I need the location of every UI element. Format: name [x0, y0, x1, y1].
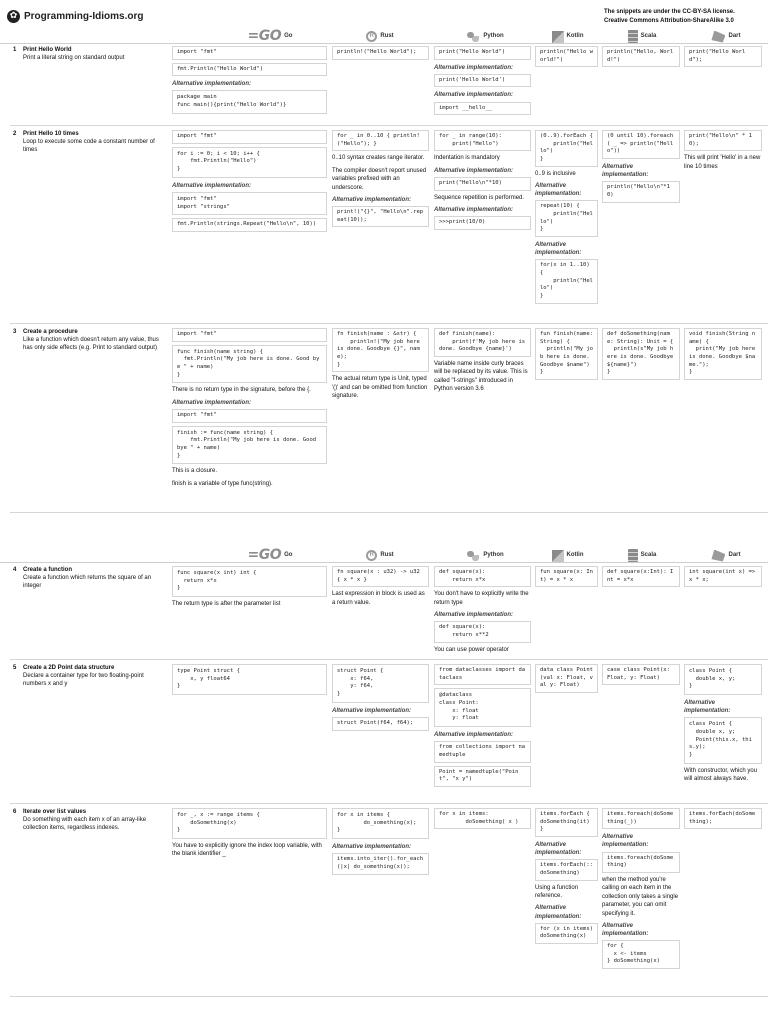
code-snippet[interactable]: for x in items { do_something(x); }	[332, 808, 429, 839]
code-snippet[interactable]: class Point { double x, y; Point(this.x, this.y); }	[684, 717, 762, 763]
code-snippet[interactable]: for (x in items) doSomething(x)	[535, 923, 598, 944]
python-column	[434, 808, 531, 832]
go-logo-icon: =GO	[247, 28, 282, 45]
code-snippet[interactable]: print("Hello World")	[434, 46, 531, 60]
idiom-description: Loop to execute some code a constant number of times	[23, 139, 155, 154]
idiom-name[interactable]: Iterate over list values	[23, 809, 87, 815]
alt-impl-label: Alternative implementation:	[602, 834, 649, 849]
scala-column	[602, 130, 680, 206]
idiom-row	[0, 662, 768, 804]
code-snippet[interactable]: fmt.Println(strings.Repeat("Hello\n", 10))	[172, 218, 327, 232]
alt-impl-label: Alternative implementation:	[332, 707, 412, 714]
language-header	[0, 30, 768, 44]
idiom-description: Print a literal string on standard output	[23, 55, 125, 62]
idiom-number: 2	[13, 131, 17, 137]
alt-impl-label: Alternative implementation:	[434, 732, 514, 739]
idiom-number: 4	[13, 567, 17, 573]
idiom-number: 6	[13, 809, 17, 815]
idiom-title	[13, 46, 165, 62]
python-logo-icon	[466, 550, 480, 562]
snippet-note: You don't have to explicitly write the return type	[434, 591, 529, 606]
row-divider	[10, 803, 768, 804]
code-snippet[interactable]: struct Point(f64, f64);	[332, 717, 429, 731]
code-snippet[interactable]: func finish(name string) { fmt.Println("My job here is done. Good bye " + name) }	[172, 345, 327, 384]
scala-column	[602, 328, 680, 383]
kotlin-column	[535, 664, 598, 696]
lang-python-label: Python	[483, 552, 504, 559]
snippet-note: when the method you're calling on each item in the collection only takes a single parameter, you can omit specifying it.	[602, 876, 679, 917]
code-snippet[interactable]: fn finish(name : &str) { println!("My job here is done. Goodbye {}", name); }	[332, 328, 429, 372]
alt-impl-label: Alternative implementation:	[434, 92, 514, 99]
dart-column	[684, 566, 762, 590]
alt-impl-label: Alternative implementation:	[172, 182, 252, 189]
code-snippet[interactable]: items.foreach(doSomething(_))	[602, 808, 680, 829]
code-snippet[interactable]: def square(x): return x*x	[434, 566, 531, 587]
alt-impl-label: Alternative implementation:	[434, 64, 514, 71]
snippet-note: There is no return type in the signature, before the {.	[172, 387, 311, 394]
idiom-number: 3	[13, 329, 17, 335]
snippet-note: Using a function reference.	[535, 884, 579, 900]
lang-rust-header	[330, 549, 430, 562]
brand-logo-icon: ✿	[7, 10, 20, 23]
lang-dart-label: Dart	[728, 33, 741, 40]
row-divider	[10, 996, 768, 997]
code-snippet[interactable]: struct Point { x: f64, y: f64, }	[332, 664, 429, 703]
snippet-note: The return type is after the parameter list	[172, 601, 281, 608]
python-logo-icon	[466, 31, 480, 43]
site-brand-name: Programming-Idioms.org	[24, 11, 144, 22]
snippet-note: 0..10 syntax creates range iterator.	[332, 155, 425, 162]
kotlin-logo-icon	[552, 31, 564, 43]
alt-impl-label: Alternative implementation:	[332, 196, 412, 203]
code-snippet[interactable]: fun square(x: Int) = x * x	[535, 566, 598, 587]
code-snippet[interactable]: println("Hello, World!")	[602, 46, 680, 67]
lang-python-header	[435, 30, 535, 43]
alt-impl-label: Alternative implementation:	[535, 842, 582, 857]
go-logo-icon: =GO	[247, 547, 282, 564]
lang-kotlin-label: Kotlin	[566, 33, 584, 40]
rust-logo-icon: R	[366, 550, 377, 561]
lang-go-label: Go	[284, 552, 293, 559]
snippet-note: With constructor, which you will almost always have.	[684, 767, 758, 783]
snippet-note: Sequence repetition is performed.	[434, 194, 525, 201]
rust-column	[332, 808, 429, 878]
kotlin-column	[535, 130, 598, 307]
scala-column	[602, 46, 680, 70]
lang-rust-header	[330, 30, 430, 43]
snippet-note: 0..9 is inclusive	[535, 170, 576, 177]
alt-impl-label: Alternative implementation:	[332, 844, 412, 851]
go-column	[172, 46, 327, 117]
snippet-note: finish is a variable of type func(string).	[172, 480, 273, 487]
idiom-description: Like a function which doesn't return any value, thus has only side effects (e.g. Print to standard output)	[23, 337, 159, 352]
python-column	[434, 328, 531, 398]
alt-impl-label: Alternative implementation:	[434, 167, 514, 174]
site-brand[interactable]	[7, 10, 143, 24]
row-divider	[10, 659, 768, 660]
lang-kotlin-label: Kotlin	[566, 552, 584, 559]
dart-column	[684, 130, 762, 175]
alt-impl-label: Alternative implementation:	[172, 81, 252, 88]
alt-impl-label: Alternative implementation:	[535, 183, 582, 198]
alt-impl-label: Alternative implementation:	[434, 612, 514, 619]
code-snippet[interactable]: print('Hello World')	[434, 74, 531, 88]
snippet-note: This is a closure.	[172, 468, 218, 475]
go-column	[172, 130, 327, 235]
lang-kotlin-header	[535, 549, 600, 562]
idiom-name[interactable]: Create a 2D Point data structure	[23, 665, 115, 671]
dart-column	[684, 808, 762, 832]
idiom-title	[13, 566, 165, 590]
license-line-2: Creative Commons Attribution-ShareAlike 3.0	[604, 17, 734, 24]
code-snippet[interactable]: (0..9).forEach { println("Hello") }	[535, 130, 598, 167]
code-snippet[interactable]: from collections import namedtuple	[434, 741, 531, 762]
go-column	[172, 566, 327, 612]
lang-rust-label: Rust	[380, 552, 394, 559]
idiom-row	[0, 326, 768, 514]
code-snippet[interactable]: items.foreach(doSomething)	[602, 852, 680, 873]
alt-impl-label: Alternative implementation:	[684, 700, 731, 715]
code-snippet[interactable]: def square(x:Int): Int = x*x	[602, 566, 680, 587]
kotlin-column	[535, 566, 598, 590]
code-snippet[interactable]: @dataclass class Point: x: float y: float	[434, 688, 531, 727]
kotlin-logo-icon	[552, 550, 564, 562]
lang-python-header	[435, 549, 535, 562]
dart-column	[684, 664, 762, 787]
row-divider	[10, 512, 768, 513]
code-snippet[interactable]: int square(int x) => x * x;	[684, 566, 762, 587]
code-snippet[interactable]: import "fmt"	[172, 328, 327, 342]
code-snippet[interactable]: items.into_iter().for_each(|x| do_something(x));	[332, 853, 429, 874]
lang-scala-label: Scala	[640, 33, 657, 40]
code-snippet[interactable]: func square(x int) int { return x*x }	[172, 566, 327, 597]
lang-rust-label: Rust	[380, 33, 394, 40]
snippet-note: This will print 'Hello' in a new line 10 times	[684, 155, 761, 170]
snippet-note: Indentation is mandatory	[434, 155, 500, 162]
code-snippet[interactable]: void finish(String name) { print("My job here is done. Goodbye $name."); }	[684, 328, 762, 380]
row-divider	[10, 323, 768, 324]
go-column	[172, 328, 327, 492]
dart-logo-icon	[711, 550, 725, 562]
python-column	[434, 130, 531, 233]
lang-dart-header	[686, 30, 766, 43]
alt-impl-label: Alternative implementation:	[535, 905, 582, 920]
idiom-description: Declare a container type for two floating-point numbers x and y	[23, 673, 144, 688]
code-snippet[interactable]: package main func main(){print("Hello World")}	[172, 90, 327, 113]
idiom-title	[13, 664, 165, 688]
license-notice	[604, 8, 764, 25]
kotlin-column	[535, 808, 598, 947]
python-column	[434, 664, 531, 790]
lang-go-header	[220, 30, 320, 43]
code-snippet[interactable]: items.forEach(doSomething);	[684, 808, 762, 829]
code-snippet[interactable]: print("Hello World");	[684, 46, 762, 67]
alt-impl-label: Alternative implementation:	[602, 164, 649, 179]
idiom-description: Do something with each item x of an array-like collection items, regardless indexes.	[23, 817, 147, 832]
dart-column	[684, 328, 762, 383]
code-snippet[interactable]: fn square(x : u32) -> u32 { x * x }	[332, 566, 429, 587]
code-snippet[interactable]: type Point struct { x, y float64 }	[172, 664, 327, 695]
code-snippet[interactable]: class Point { double x, y; }	[684, 664, 762, 695]
snippet-note: The compiler doesn't report unused variables prefixed with an underscore.	[332, 167, 427, 191]
code-snippet[interactable]: import "fmt" import "strings"	[172, 192, 327, 215]
idiom-name[interactable]: Print Hello 10 times	[23, 131, 79, 137]
code-snippet[interactable]: Point = namedtuple("Point", "x y")	[434, 766, 531, 787]
code-snippet[interactable]: import "fmt"	[172, 409, 327, 423]
kotlin-column	[535, 328, 598, 383]
code-snippet[interactable]: items.forEach(::doSomething)	[535, 859, 598, 880]
code-snippet[interactable]: println!("Hello World");	[332, 46, 429, 60]
python-column	[434, 566, 531, 658]
dart-logo-icon	[711, 31, 725, 43]
code-snippet[interactable]: print("Hello\n"*10)	[434, 177, 531, 191]
lang-kotlin-header	[535, 30, 600, 43]
idiom-number: 1	[13, 47, 17, 53]
dart-column	[684, 46, 762, 70]
code-snippet[interactable]: def finish(name): print(f'My job here is done. Goodbye {name}')	[434, 328, 531, 357]
idiom-title	[13, 130, 165, 154]
code-snippet[interactable]: data class Point(val x: Float, val y: Float)	[535, 664, 598, 693]
code-snippet[interactable]: items.forEach { doSomething(it) }	[535, 808, 598, 837]
lang-go-header	[220, 549, 320, 562]
lang-scala-header	[602, 30, 682, 43]
code-snippet[interactable]: import "fmt"	[172, 46, 327, 60]
language-header	[0, 549, 768, 563]
go-column	[172, 664, 327, 698]
code-snippet[interactable]: >>>print(10/0)	[434, 216, 531, 230]
alt-impl-label: Alternative implementation:	[535, 242, 582, 257]
idiom-row	[0, 44, 768, 126]
rust-column	[332, 328, 429, 405]
alt-impl-label: Alternative implementation:	[172, 399, 252, 406]
idiom-number: 5	[13, 665, 17, 671]
code-snippet[interactable]: for { x <- items } doSomething(x)	[602, 940, 680, 969]
code-snippet[interactable]: for _ in 0..10 { println!("Hello"); }	[332, 130, 429, 151]
code-snippet[interactable]: print!("{}", "Hello\n".repeat(10));	[332, 206, 429, 227]
code-snippet[interactable]: for _, x := range items { doSomething(x) }	[172, 808, 327, 839]
idiom-title	[13, 808, 165, 832]
code-snippet[interactable]: (0 until 10).foreach( _ => println("Hello"))	[602, 130, 680, 159]
lang-scala-label: Scala	[640, 552, 657, 559]
idiom-row	[0, 564, 768, 660]
rust-column	[332, 130, 429, 230]
lang-scala-header	[602, 549, 682, 562]
snippet-note: Last expression in block is used as a return value.	[332, 591, 425, 606]
idiom-name[interactable]: Print Hello World	[23, 47, 72, 53]
snippet-note: You have to explicitly ignore the index loop variable, with the blank identifier _	[172, 843, 322, 858]
code-snippet[interactable]: def doSomething(name: String): Unit = { println(s"My job here is done. Goodbye ${name}") }	[602, 328, 680, 380]
code-snippet[interactable]: for i := 0; i < 10; i++ { fmt.Println("Hello") }	[172, 147, 327, 178]
scala-column	[602, 808, 680, 972]
idiom-title	[13, 328, 165, 352]
snippet-note: You can use power operator	[434, 646, 509, 653]
lang-dart-header	[686, 549, 766, 562]
code-snippet[interactable]: def square(x): return x**2	[434, 621, 531, 642]
kotlin-column	[535, 46, 598, 70]
snippet-note: The actual return type is Unit, typed '()' and can be omitted from function signature.	[332, 376, 428, 400]
code-snippet[interactable]: for x in items: doSomething( x )	[434, 808, 531, 829]
code-snippet[interactable]: import "fmt"	[172, 130, 327, 144]
code-snippet[interactable]: println("Hello world!")	[535, 46, 598, 67]
code-snippet[interactable]: repeat(10) { println("Hello") }	[535, 200, 598, 237]
scala-logo-icon	[628, 549, 638, 562]
code-snippet[interactable]: for(x in 1..10) { println("Hello") }	[535, 259, 598, 303]
go-column	[172, 808, 327, 863]
lang-python-label: Python	[483, 33, 504, 40]
python-column	[434, 46, 531, 118]
snippet-note: Variable name inside curly braces will be replaced by its value. This is called "f-strings" introduced in Python version 3.6	[434, 361, 528, 393]
idiom-name[interactable]: Create a function	[23, 567, 73, 573]
idiom-name[interactable]: Create a procedure	[23, 329, 78, 335]
rust-column	[332, 46, 429, 63]
idiom-row	[0, 806, 768, 1018]
code-snippet[interactable]: fun finish(name: String) { println("My job here is done. Goodbye $name") }	[535, 328, 598, 380]
lang-go-label: Go	[284, 33, 293, 40]
idiom-row	[0, 128, 768, 324]
lang-dart-label: Dart	[728, 552, 741, 559]
site-header	[0, 0, 768, 30]
rust-column	[332, 664, 429, 734]
code-snippet[interactable]: fmt.Println("Hello World")	[172, 63, 327, 77]
code-snippet[interactable]: for _ in range(10): print("Hello")	[434, 130, 531, 151]
alt-impl-label: Alternative implementation:	[602, 922, 649, 937]
code-snippet[interactable]: print("Hello\n" * 10);	[684, 130, 762, 151]
code-snippet[interactable]: from dataclasses import dataclass	[434, 664, 531, 685]
code-snippet[interactable]: case class Point(x: Float, y: Float)	[602, 664, 680, 685]
code-snippet[interactable]: println("Hello\n"*10)	[602, 181, 680, 202]
scala-logo-icon	[628, 30, 638, 43]
alt-impl-label: Alternative implementation:	[434, 206, 514, 213]
idiom-description: Create a function which returns the square of an integer	[23, 575, 152, 590]
code-snippet[interactable]: import __hello__	[434, 102, 531, 116]
license-line-1: The snippets are under the CC-BY-SA license.	[604, 9, 735, 15]
code-snippet[interactable]: finish := func(name string) { fmt.Println("My job here is done. Good bye " + name) }	[172, 426, 327, 465]
scala-column	[602, 664, 680, 688]
rust-logo-icon: R	[366, 31, 377, 42]
rust-column	[332, 566, 429, 611]
row-divider	[10, 125, 768, 126]
scala-column	[602, 566, 680, 590]
